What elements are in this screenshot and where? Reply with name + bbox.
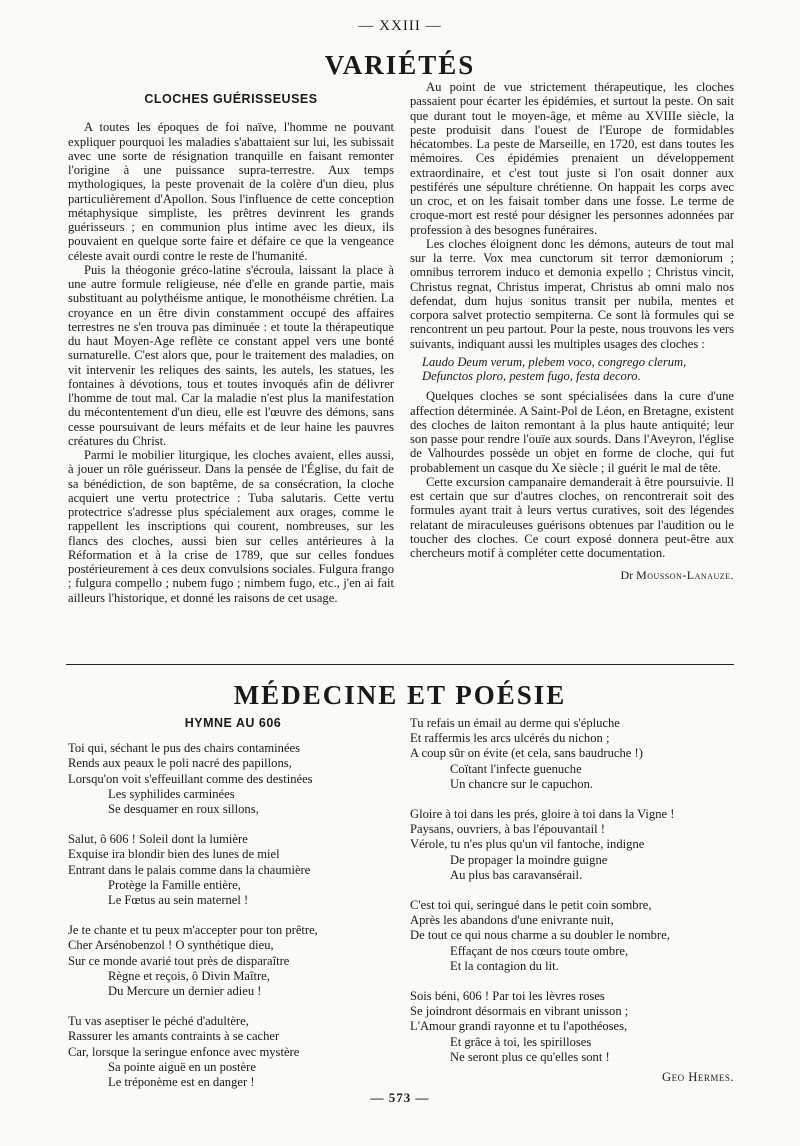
stanza xyxy=(410,898,740,974)
varietes-right-column xyxy=(410,80,734,583)
section-title-poesie: MÉDECINE ET POÉSIE xyxy=(233,680,567,710)
verse-line: Les syphilides carminées xyxy=(108,786,235,801)
verse-line: Du Mercure un dernier adieu ! xyxy=(108,984,262,999)
verse-line: Protège la Famille entière, xyxy=(108,877,241,892)
verse-line: Sur ce monde avarié tout près de disparaître xyxy=(68,953,290,968)
stanza xyxy=(410,716,740,792)
varietes-left-column xyxy=(68,92,394,605)
verse-line: A coup sûr on évite (et cela, sans baudruche !) xyxy=(410,746,643,761)
verse-line: Et la contagion du lit. xyxy=(450,958,559,973)
article-subtitle: CLOCHES GUÉRISSEUSES xyxy=(144,92,318,106)
verse-line: Un chancre sur le capuchon. xyxy=(450,776,594,791)
paragraph: Puis la théogonie gréco-latine s'écroula, laissant la place à une autre formule religieuse, née d'elle en grande partie, mais substituant au polythéisme antique, le monothéisme chrétien. La croyance en un être divin constamment occupé des affaires terrestres ne s'en trouva pas diminuée : et toute la thérapeutique du haut Moyen-Age reflète ce constant appel vers une bonté surnaturelle. C'est alors que, pour le traitement des maladies, on vit intervenir les reliques des saints, les autels, les statues, les fontaines à dévotions, tous et toutes invoqués afin de délivrer l'homme de tout mal. Car la maladie n'est plus la manifestation du mécontentement d'un dieu, elle est l'œuvre des démons, sans cesse poursuivant de leurs méfaits et de leur haine les pauvres créatures du Christ. xyxy=(68,262,394,448)
verse-line: Se desquamer en roux sillons, xyxy=(108,802,259,817)
poem-title: HYMNE AU 606 xyxy=(184,716,282,730)
page-roman-numeral: — XXIII — xyxy=(358,18,442,34)
verse-line: Règne et reçois, ô Divin Maître, xyxy=(108,968,270,983)
verse-line: Toi qui, séchant le pus des chairs contaminées xyxy=(68,741,301,756)
verse-line: Effaçant de nos cœurs toute ombre, xyxy=(450,943,629,958)
stanza xyxy=(410,807,740,883)
verse-line: Ne seront plus ce qu'elles sont ! xyxy=(450,1049,610,1064)
verse-line: Rends aux peaux le poli nacré des papillons, xyxy=(68,756,292,771)
stanza xyxy=(68,741,398,817)
section-divider xyxy=(66,664,734,665)
quote-line: Laudo Deum verum, plebem voco, congrego clerum, xyxy=(422,354,687,369)
verse-line: Je te chante et tu peux m'accepter pour ton prêtre, xyxy=(68,923,318,938)
verse-line: Et grâce à toi, les spirilloses xyxy=(450,1034,592,1049)
verse-line: Se joindront désormais en vibrant unisson ; xyxy=(410,1004,629,1019)
verse-line: Tu refais un émail au derme qui s'épluche xyxy=(410,716,620,730)
verse-line: Coïtant l'infecte guenuche xyxy=(450,761,582,776)
poem-right-column xyxy=(410,716,740,1080)
verse-line: Paysans, ouvriers, à bas l'épouvantail ! xyxy=(410,822,605,837)
quote-line: Defunctos ploro, pestem fugo, festa decoro. xyxy=(422,369,641,383)
page-number: — 573 — xyxy=(370,1090,430,1105)
verse-line: Car, lorsque la seringue enfonce avec mystère xyxy=(68,1044,300,1059)
verse-line: Cher Arsénobenzol ! O synthétique dieu, xyxy=(68,938,274,953)
verse-line: Vérole, tu n'es plus qu'un vil fantoche, indigne xyxy=(410,837,645,852)
verse-line: Au plus bas caravansérail. xyxy=(450,867,583,882)
paragraph: Au point de vue strictement thérapeutique, les cloches passaient pour écarter les épidémies, et surtout la peste. On sait que durant tout le moyen-âge, et même au XVIIIe siècle, la peste produisit dans l'ouest de l'Europe de formidables hécatombes. La peste de Marseille, en 1720, est dans toutes les mémoires. Ces épidémies prenaient un développement extraordinaire, et c'est tout juste si l'on osait donner aux pestiférés une sépulture chrétienne. On happait les corps avec un croc, et on les faisait tomber dans une fosse. Le terme de croque-mort est resté pour désigner les personnes adonnées par profession à des besognes funéraires. xyxy=(410,80,734,237)
verse-line: Sa pointe aiguë en un postère xyxy=(108,1059,256,1074)
stanza xyxy=(68,1014,398,1090)
verse-line: Sois béni, 606 ! Par toi les lèvres roses xyxy=(410,989,605,1004)
section-title-varietes: VARIÉTÉS xyxy=(324,50,476,80)
stanza xyxy=(410,989,740,1065)
verse-line: Rassurer les amants contraints à se cacher xyxy=(68,1029,280,1044)
verse-line: Le Fœtus au sein maternel ! xyxy=(108,893,249,908)
stanza xyxy=(68,832,398,908)
paragraph: A toutes les époques de foi naïve, l'homme ne pouvant expliquer pourquoi les maladies s'abattaient sur lui, les subissait avec une sorte de résignation tranquille en faisant remonter l'origine à une puissance supra-terrestre. Aux temps mythologiques, la peste provenait de la colère d'un dieu, plus particulièrement d'Apollon. Sous l'influence de cette conception métaphysique simpliste, les prêtres devinrent les grands guérisseurs ; en communion plus intime avec les dieux, ils pouvaient en quelque sorte faire et défaire ce que la vengeance céleste avait ourdi contre le reste de l'humanité. xyxy=(68,120,394,263)
paragraph: Parmi le mobilier liturgique, les cloches avaient, elles aussi, à jouer un rôle guérisseur. Dans la pensée de l'Église, du fait de sa bénédiction, de son baptême, de sa consécration, la cloche acquiert une vertu protectrice : Tuba salutaris. Cette vertu protectrice s'adresse plus spécialement aux orages, comme le rappellent les inscriptions qui courent, nombreuses, sur les flancs des cloches, aussi bien sur celles antérieures à la Réformation et à la crise de 1789, que sur celles fondues postérieurement à ces deux convulsions sociales. Fulgura frango ; fulgura compello ; nubem fugo ; nimbem fugo, etc., j'en ai fait ailleurs l'historique, et donné les raisons de cet usage. xyxy=(68,448,394,605)
verse-line: Lorsqu'on voit s'effeuillant comme des destinées xyxy=(68,771,313,786)
verse-line: Gloire à toi dans les prés, gloire à toi dans la Vigne ! xyxy=(410,807,675,822)
verse-line: De tout ce qui nous charme a su doubler le nombre, xyxy=(410,928,670,943)
paragraph: Quelques cloches se sont spécialisées dans la cure d'une affection déterminée. A Saint-Pol de Léon, en Bretagne, existent des cloches de laiton remontant à la plus haute antiquité; leur son passe pour rendre l'ouïe aux sourds. Dans l'Aveyron, l'église de Valhourdes possède un objet en forme de cloche, qui fut probablement un casque du Xe siècle ; il guérit le mal de tête. xyxy=(410,389,734,475)
verse-line: C'est toi qui, seringué dans le petit coin sombre, xyxy=(410,898,652,913)
verse-line: Salut, ô 606 ! Soleil dont la lumière xyxy=(68,832,248,847)
signature-name: Mousson-Lanauze. xyxy=(636,568,734,583)
poem-left-column xyxy=(68,716,398,1105)
verse-line: Après les abandons d'une enivrante nuit, xyxy=(410,913,614,928)
verse-line: Le tréponème est en danger ! xyxy=(108,1075,255,1090)
poem-author xyxy=(560,1070,734,1085)
verse-line: Tu vas aseptiser le péché d'adultère, xyxy=(68,1014,249,1029)
verse-line: Et raffermis les arcs ulcérés du nichon ; xyxy=(410,731,610,746)
latin-quote xyxy=(422,355,734,384)
paragraph: Les cloches éloignent donc les démons, auteurs de tout mal sur la terre. Vox mea cunctorum sit terror dæmoniorum ; omnibus terrorem induco et demonia expello ; Christus vincit, Christus regnat, Christus imperat, Christus ab omni malo nos defendat, dum hujus sonitus transit per nubila, mentes et corpora salvet protectio sempiterna. Ce sont là formules qui se rencontrent un peu partout. Pour la peste, nous trouvons les vers suivants, indiquant aussi les multiples usages des cloches : xyxy=(410,236,734,351)
article-signature xyxy=(410,568,734,582)
verse-line: L'Amour grandi rayonne et tu l'apothéoses, xyxy=(410,1019,628,1034)
author-name: Geo Hermes. xyxy=(662,1070,734,1084)
paragraph: Cette excursion campanaire demanderait à être poursuivie. Il est certain que sur d'autres cloches, on rencontrerait soit des formules ayant trait à leurs vertus curatives, soit des légendes relatant de miraculeuses guérisons obtenues par l'audition ou le toucher des cloches. Ce court exposé donnera peut-être aux chercheurs motif à compléter cette documentation. xyxy=(410,474,734,560)
signature-prefix: Dr xyxy=(620,568,634,583)
verse-line: Exquise ira blondir bien des lunes de miel xyxy=(68,847,280,862)
verse-line: Entrant dans le palais comme dans la chaumière xyxy=(68,862,311,877)
stanza xyxy=(68,923,398,999)
verse-line: De propager la moindre guigne xyxy=(450,852,608,867)
